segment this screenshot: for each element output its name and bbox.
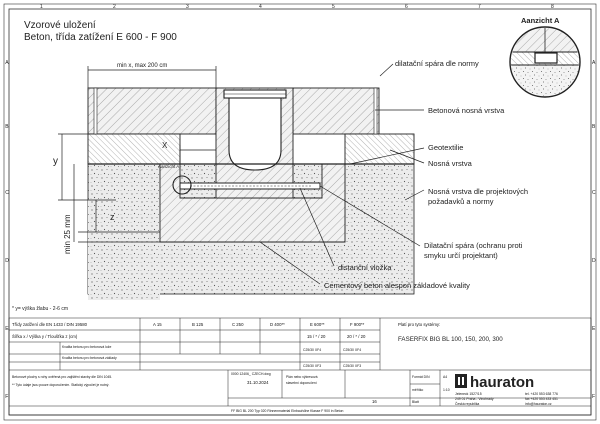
tb-concrete-bed-label: Kvalita betonu pro betonová lože [62, 345, 112, 349]
tb-footer: FF BIG BL 200 Typ 020 Rinnenmaterial Einbauhöhe Klasse F 900 in Beton [231, 409, 344, 413]
callout-joint-protection-1: Dilatační spára (ochranu proti [424, 241, 523, 250]
tb-product-label: Platí pro tyto systémy: [398, 322, 441, 327]
frame-number-7: 7 [478, 4, 481, 10]
callout-concrete-layer: Betonová nosná vrstva [428, 106, 505, 115]
frame-number-6: 6 [405, 4, 408, 10]
dimension-y: y [53, 156, 58, 167]
frame-letter-right-c: C [592, 190, 596, 196]
tb-product: FASERFIX BIG BL 100, 150, 200, 300 [398, 336, 503, 343]
frame-letter-left-c: C [5, 190, 9, 196]
dimension-z: z [110, 212, 115, 222]
callout-bearing-project-2: požadavků a normy [428, 197, 494, 206]
tb-concrete-foundation-label: Kvalita betonu pro betonová základy [62, 356, 117, 360]
hauraton-logo [455, 374, 534, 391]
tb-phone-1: tel. +420 553 638 776 [525, 392, 558, 396]
tb-doc-number: 0000 12406_ CZECH.dwg [231, 372, 271, 376]
frame-number-5: 5 [332, 4, 335, 10]
detail-view-label: Aanzicht A [521, 16, 560, 25]
callout-bearing-layer: Nosná vrstva [428, 159, 472, 168]
tb-format: A4 [443, 375, 448, 379]
tb-dimensions-label: Šířka x / Výška y / Tloušťka z (cm) [12, 334, 78, 339]
tb-class-b125: B 125 [192, 322, 204, 327]
frame-letter-right-f: F [592, 394, 596, 400]
callout-geotextile: Geotextilie [428, 143, 464, 152]
frame-number-4: 4 [259, 4, 262, 10]
tb-address-1: Jeleneck 1527/15 [455, 392, 482, 396]
dimension-top-width: min x, max 200 cm [117, 63, 168, 69]
tb-class-d400: D 400** [270, 322, 285, 327]
tb-description-2: stavební doporučení [286, 381, 317, 385]
tb-class-f900: F 900** [350, 322, 365, 327]
frame-number-1: 1 [40, 4, 43, 10]
frame-number-2: 2 [113, 4, 116, 10]
callout-cement-concrete: Cementový beton alespoň základové kvality [324, 281, 470, 290]
frame-letter-right-a: A [592, 60, 596, 66]
concrete-bearing-left [88, 88, 216, 134]
tb-scale-label: měřítko [412, 388, 424, 392]
tb-dims-e600: 15 / * / 20 [307, 334, 326, 339]
frame-number-8: 8 [551, 4, 554, 10]
tb-grade-foundation-f900: C25/30 XF3 [343, 364, 362, 368]
tb-class-a15: A 15 [153, 322, 162, 327]
frame-letter-left-f: F [5, 394, 9, 400]
aanzicht-small-label: Aanzicht A [158, 164, 180, 169]
callout-spacer: distanční vložka [338, 263, 392, 272]
bearing-layer-right [345, 134, 414, 164]
note-text: * y= výška žlabu - 2-6 cm [12, 306, 68, 312]
tb-scale: 1:10 [443, 388, 450, 392]
frame-number-3: 3 [186, 4, 189, 10]
title-line-2: Beton, třída zatížení E 600 - F 900 [24, 32, 177, 43]
tb-dims-f900: 20 / * / 20 [347, 334, 366, 339]
concrete-bearing-right [293, 88, 379, 134]
tb-format-label: Formát DIN [412, 375, 430, 379]
expansion-joint-left [94, 88, 97, 134]
tb-grade-bed-e600: C25/30 XF4 [303, 348, 322, 352]
tb-sheet-label: Blatt [412, 400, 419, 404]
frame-letter-left-b: B [5, 124, 9, 130]
dimension-x: X [162, 141, 168, 150]
frame-letter-right-b: B [592, 124, 596, 130]
channel-inner [229, 98, 281, 170]
frame-letter-left-e: E [5, 326, 9, 332]
tb-fine-print-2: ** Tyto údaje jsou pouze doporučením. Statický výpočet je nutný. [12, 383, 110, 387]
title-line-1: Vzorové uložení [24, 20, 96, 31]
dimension-depth: min 25 mm [63, 214, 72, 254]
tb-fine-print-1: Betonové plochy s rohy ověřená pro zajištění stavby dle DIN 1045. [12, 375, 113, 379]
tb-class-c250: C 250 [232, 322, 244, 327]
callout-expansion-joint: dilatační spára dle normy [395, 59, 479, 68]
tb-grade-bed-f900: C25/30 XF4 [343, 348, 362, 352]
frame-letter-left-a: A [5, 60, 9, 66]
frame-letter-left-d: D [5, 258, 9, 264]
tb-phone-3: info@hauraton.cz [525, 402, 552, 406]
expansion-joint-right [374, 88, 377, 134]
tb-description-1: Plán nebo výkresová [286, 375, 318, 379]
frame-letter-right-d: D [592, 258, 596, 264]
tb-phone-2: fax +420 553 433 451 [525, 397, 558, 401]
title-block [9, 318, 591, 415]
frame-letter-right-e: E [592, 326, 596, 332]
tb-date: 31.10.2024 [247, 380, 269, 385]
tb-page: 16 [372, 399, 377, 404]
tb-address-3: Česká republika [455, 402, 480, 406]
tb-load-class-label: Třídy zatížení dle EN 1433 / DIN 19580 [12, 322, 87, 327]
callout-joint-protection-2: smyku určí projektant) [424, 251, 498, 260]
tb-address-2: 249 01 Praha - Vinohrady [455, 397, 494, 401]
brand-name: hauraton [470, 374, 535, 391]
callout-bearing-project-1: Nosná vrstva dle projektových [428, 187, 529, 196]
tb-class-e600: E 600** [310, 322, 325, 327]
detail-view [505, 16, 585, 105]
tb-grade-foundation-e600: C25/30 XF3 [303, 364, 322, 368]
